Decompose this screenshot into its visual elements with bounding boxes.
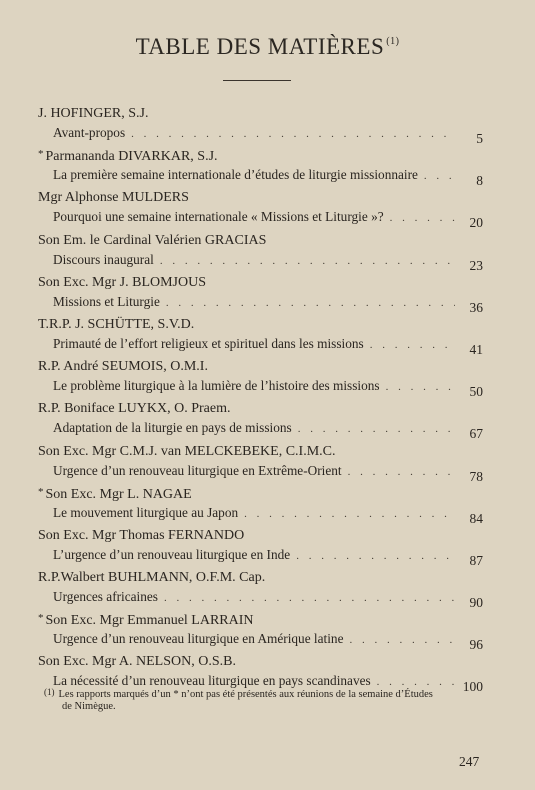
toc-entry	[0, 148, 535, 190]
footnote-marker: (1)	[44, 687, 55, 697]
toc-entry-title: La nécessité d’un renouveau liturgique en pays scandinaves	[53, 673, 371, 689]
toc-entry-author	[38, 233, 266, 249]
toc-entry	[0, 359, 535, 401]
toc-entry-line	[53, 209, 483, 231]
dot-leader	[244, 508, 455, 520]
toc-entry-author	[38, 401, 230, 417]
toc-entry	[0, 275, 535, 317]
toc-entry	[0, 401, 535, 443]
toc-entry-title: La première semaine internationale d’études de liturgie missionnaire	[53, 167, 418, 183]
asterisk-marker: *	[38, 612, 44, 625]
author-name: J. HOFINGER, S.J.	[38, 106, 149, 121]
toc-entry-title: L’urgence d’un renouveau liturgique en Inde	[53, 546, 291, 562]
author-name: Parmananda DIVARKAR, S.J.	[45, 149, 218, 165]
toc-entry-page: 20	[469, 215, 483, 231]
dot-leader	[166, 297, 455, 309]
toc-entry-page: 41	[469, 341, 483, 357]
toc-list	[0, 106, 535, 697]
toc-entry-author	[38, 317, 194, 333]
toc-entry-title: Urgence d’un renouveau liturgique en Extrême-Orient	[53, 462, 342, 478]
toc-entry-author	[38, 654, 236, 670]
toc-entry-line	[53, 420, 483, 442]
toc-entry-page: 36	[469, 299, 483, 315]
toc-entry-line	[53, 589, 483, 611]
toc-entry-title: Missions et Liturgie	[53, 293, 160, 309]
title-footnote-marker: (1)	[386, 36, 400, 47]
toc-entry-author	[38, 359, 208, 375]
toc-entry-title: Pourquoi une semaine internationale « Missions et Liturgie »?	[53, 209, 384, 225]
page-title	[0, 34, 535, 60]
dot-leader	[424, 170, 455, 182]
toc-entry-line	[53, 546, 483, 568]
toc-entry	[0, 106, 535, 148]
toc-entry-page: 78	[469, 468, 483, 484]
toc-entry-page: 50	[469, 384, 483, 400]
toc-entry-author	[38, 275, 206, 291]
toc-entry	[0, 612, 535, 654]
toc-entry-page: 96	[469, 637, 483, 653]
dot-leader	[349, 634, 455, 646]
dot-leader	[131, 128, 455, 140]
author-name: R.P.Walbert BUHLMANN, O.F.M. Cap.	[38, 570, 266, 586]
toc-entry-title: Le problème liturgique à la lumière de l’histoire des missions	[53, 378, 380, 394]
toc-entry-title: Avant-propos	[53, 125, 126, 140]
toc-entry-page: 87	[469, 552, 483, 568]
title-divider	[223, 80, 291, 81]
dot-leader	[298, 423, 455, 435]
toc-entry-line	[53, 251, 483, 273]
toc-entry-author	[38, 444, 336, 460]
toc-entry-page: 84	[469, 510, 483, 526]
author-name: R.P. André SEUMOIS, O.M.I.	[38, 359, 208, 375]
toc-entry	[0, 570, 535, 612]
dot-leader	[296, 550, 455, 562]
toc-entry-author	[38, 106, 148, 122]
toc-entry-line	[53, 125, 483, 146]
toc-entry	[0, 317, 535, 359]
footnote-line-2: de Nimègue.	[62, 701, 116, 712]
toc-entry-title: Urgences africaines	[53, 589, 158, 605]
author-name: Son Exc. Mgr L. NAGAE	[45, 486, 192, 502]
author-name: R.P. Boniface LUYKX, O. Praem.	[38, 401, 231, 417]
toc-entry-line	[53, 462, 483, 484]
title-text: TABLE DES MATIÈRES	[135, 34, 385, 59]
author-name: Mgr Alphonse MULDERS	[38, 190, 189, 206]
dot-leader	[164, 592, 455, 604]
toc-entry-author	[38, 528, 244, 544]
author-name: T.R.P. J. SCHÜTTE, S.V.D.	[38, 316, 195, 332]
toc-entry-title: Adaptation de la liturgie en pays de missions	[53, 420, 292, 436]
dot-leader	[390, 212, 455, 224]
footnote-line-1: Les rapports marqués d’un * n’ont pas été présentés aux réunions de la semaine d’Études	[58, 689, 433, 700]
toc-entry-title: Le mouvement liturgique au Japon	[53, 504, 239, 520]
dot-leader	[160, 255, 455, 267]
author-name: Son Exc. Mgr Emmanuel LARRAIN	[45, 613, 254, 629]
dot-leader	[348, 466, 455, 478]
toc-entry-title: Discours inaugural	[53, 251, 154, 267]
toc-entry-author	[38, 570, 265, 586]
toc-entry-title: Primauté de l’effort religieux et spirituel dans les missions	[53, 335, 364, 351]
toc-entry-author	[38, 190, 189, 206]
author-name: Son Exc. Mgr J. BLOMJOUS	[38, 274, 207, 290]
toc-entry-page: 23	[469, 257, 483, 273]
asterisk-marker: *	[38, 485, 44, 498]
toc-entry-page: 100	[462, 679, 483, 695]
toc-entry-line	[53, 378, 483, 400]
dot-leader	[370, 339, 455, 351]
toc-entry	[0, 190, 535, 232]
author-name: Son Exc. Mgr Thomas FERNANDO	[38, 527, 245, 543]
toc-entry-page: 5	[476, 131, 483, 146]
toc-entry-line	[53, 631, 483, 653]
toc-entry-author	[38, 486, 192, 503]
toc-entry	[0, 528, 535, 570]
toc-entry-page: 8	[476, 173, 483, 189]
toc-entry-page: 90	[469, 595, 483, 611]
toc-entry	[0, 233, 535, 275]
toc-entry-line	[53, 504, 483, 526]
footnote	[44, 686, 494, 713]
toc-entry-author	[38, 612, 254, 629]
toc-entry	[0, 444, 535, 486]
author-name: Son Em. le Cardinal Valérien GRACIAS	[38, 232, 267, 248]
toc-entry-author	[38, 148, 218, 165]
author-name: Son Exc. Mgr C.M.J. van MELCKEBEKE, C.I.M.C.	[38, 443, 336, 459]
asterisk-marker: *	[38, 148, 44, 161]
toc-entry-page: 67	[469, 426, 483, 442]
page-number: 247	[459, 754, 480, 769]
toc-entry	[0, 486, 535, 528]
toc-entry-line	[53, 167, 483, 189]
author-name: Son Exc. Mgr A. NELSON, O.S.B.	[38, 654, 236, 670]
toc-entry-line	[53, 335, 483, 357]
dot-leader	[386, 381, 455, 393]
toc-entry-line	[53, 293, 483, 315]
toc-entry-title: Urgence d’un renouveau liturgique en Amérique latine	[53, 631, 344, 647]
